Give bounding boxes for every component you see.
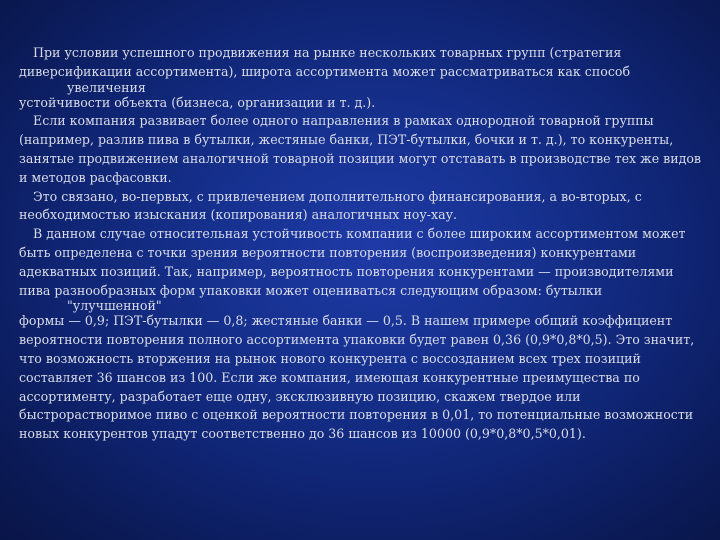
text-line: В данном случае относительная устойчивость компании с более широким ассортиментом может (33, 226, 686, 242)
text-line: быть определена с точки зрения вероятности повторения (воспроизведения) конкурентами (19, 244, 637, 260)
text-line: Это связано, во-первых, с привлечением дополнительного финансирования, а во-вторых, с (33, 188, 642, 204)
text-line: пива разнообразных форм упаковки может оцениваться следующим образом: бутылки (19, 282, 603, 298)
text-line: При условии успешного продвижения на рынке нескольких товарных групп (стратегия (33, 45, 622, 60)
text-line: устойчивости объекта (бизнеса, организации и т. д.). (19, 94, 376, 110)
text-line: диверсификации ассортимента), широта ассортимента может рассматриваться как способ (19, 63, 631, 79)
text-line: и методов расфасовки. (19, 169, 172, 185)
text-line: быстрорастворимое пиво с оценкой вероятности повторения в 0,01, то потенциальные возможности (19, 407, 694, 423)
text-line: Если компания развивает более одного направления в рамках однородной товарной группы (33, 113, 654, 129)
text-line: составляет 36 шансов из 100. Если же компания, имеющая конкурентные преимущества по (19, 369, 640, 385)
text-line: ассортименту, разработает еще одну, эксклюзивную позицию, скажем твердое или (19, 388, 581, 404)
text-line: "улучшенной" (67, 298, 162, 314)
text-line: увеличения (67, 79, 146, 95)
text-line: формы — 0,9; ПЭТ-бутылки — 0,8; жестяные банки — 0,5. В нашем примере общий коэффициент (19, 313, 673, 329)
text-line: что возможность вторжения на рынок нового конкурента с воссозданием всех трех позиций (19, 350, 641, 366)
text-line: вероятности повторения полного ассортимента упаковки будет равен 0,36 (0,9*0,8*0,5). Это значит, (19, 332, 695, 348)
text-line: новых конкурентов упадут соответственно до 36 шансов из 10000 (0,9*0,8*0,5*0,01). (19, 426, 586, 442)
text-line: адекватных позиций. Так, например, вероятность повторения конкурентами — производителями (19, 263, 674, 279)
text-line: необходимостью изыскания (копирования) аналогичных ноу-хау. (19, 207, 458, 223)
text-line: (например, разлив пива в бутылки, жестяные банки, ПЭТ-бутылки, бочки и т. д.), то конкуренты, (19, 132, 674, 148)
text-line: занятые продвижением аналогичной товарной позиции могут отставать в производстве тех же видов (19, 150, 702, 166)
body-text (19, 44, 701, 444)
